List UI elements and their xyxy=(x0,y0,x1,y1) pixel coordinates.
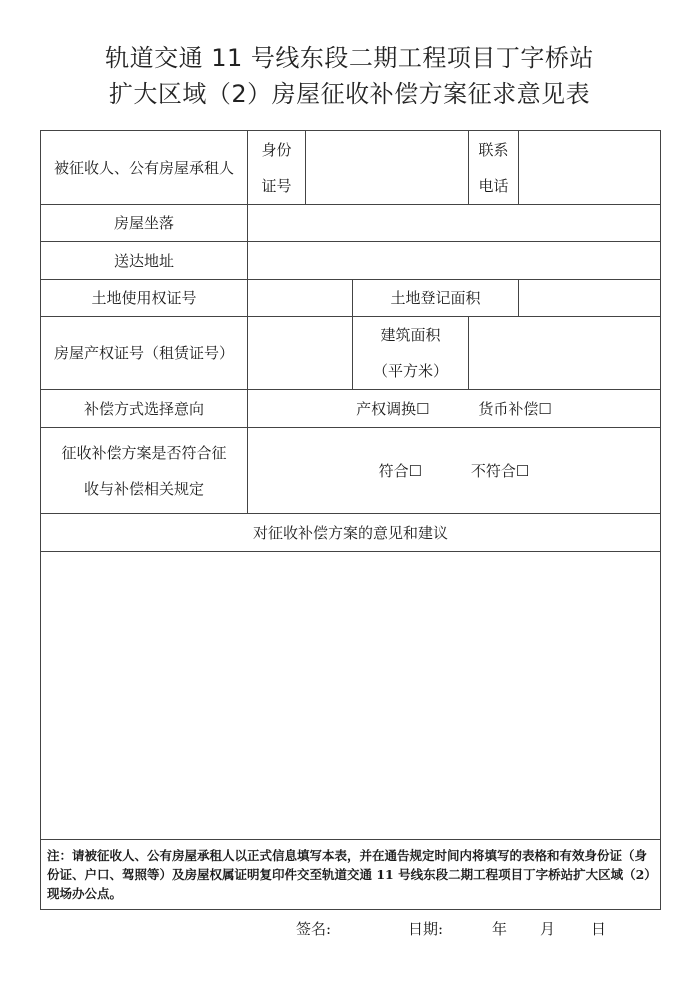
land-area-label: 土地登记面积 xyxy=(353,280,519,317)
address-field[interactable] xyxy=(248,242,661,280)
phone-label xyxy=(469,131,519,205)
opinion-textarea[interactable] xyxy=(41,552,661,840)
compliance-options xyxy=(248,428,661,514)
compliance-label xyxy=(41,428,248,514)
id-number-label xyxy=(248,131,306,205)
compliance-label-line1: 征收补偿方案是否符合征 xyxy=(61,443,227,462)
building-area-field[interactable] xyxy=(469,317,661,390)
building-area-label xyxy=(353,317,469,390)
signature-label: 签名: xyxy=(296,920,332,938)
property-cert-label: 房屋产权证号（租赁证号） xyxy=(41,317,248,390)
tenant-label: 被征收人、公有房屋承租人 xyxy=(41,131,248,205)
document-title-line2: 扩大区域（2）房屋征收补偿方案征求意见表 xyxy=(108,80,591,108)
row-note xyxy=(41,840,661,910)
date-month-label: 月 xyxy=(540,920,556,938)
phone-field[interactable] xyxy=(519,131,661,205)
row-address xyxy=(41,242,661,280)
row-opinion-area xyxy=(41,552,661,840)
row-tenant xyxy=(41,131,661,205)
date-day-label: 日 xyxy=(591,920,607,938)
land-area-field[interactable] xyxy=(519,280,661,317)
option-compliant[interactable]: 符合☐ xyxy=(378,461,423,480)
row-compensation xyxy=(41,390,661,428)
row-compliance xyxy=(41,428,661,514)
id-label-line2: 证号 xyxy=(261,176,292,195)
opinion-header: 对征收补偿方案的意见和建议 xyxy=(41,514,661,552)
phone-label-line2: 电话 xyxy=(478,176,509,195)
date-label: 日期: xyxy=(408,920,444,938)
document-title-line1: 轨道交通 11 号线东段二期工程项目丁字桥站 xyxy=(105,44,594,72)
date-year-label: 年 xyxy=(492,920,508,938)
id-number-field[interactable] xyxy=(306,131,469,205)
land-cert-label: 土地使用权证号 xyxy=(41,280,248,317)
compensation-options xyxy=(248,390,661,428)
phone-label-line1: 联系 xyxy=(478,140,509,159)
land-cert-field[interactable] xyxy=(248,280,353,317)
form-note: 注：请被征收人、公有房屋承租人以正式信息填写本表，并在通告规定时间内将填写的表格和有效身份证（身份证、户口、驾照等）及房屋权属证明复印件交至轨道交通 11 号线东段二期工程项目丁字桥站扩大区域（2）现场办公点。 xyxy=(41,840,661,910)
compliance-label-line2: 收与补偿相关规定 xyxy=(83,479,204,498)
row-land xyxy=(41,280,661,317)
row-property xyxy=(41,317,661,390)
building-area-line2: （平方米） xyxy=(372,362,448,380)
opinion-form-table xyxy=(40,130,661,910)
location-field[interactable] xyxy=(248,205,661,242)
id-label-line1: 身份 xyxy=(261,140,292,159)
option-noncompliant[interactable]: 不符合☐ xyxy=(470,461,530,480)
compensation-label: 补偿方式选择意向 xyxy=(41,390,248,428)
building-area-line1: 建筑面积 xyxy=(380,326,441,344)
option-monetary[interactable]: 货币补偿☐ xyxy=(478,399,552,418)
property-cert-field[interactable] xyxy=(248,317,353,390)
location-label: 房屋坐落 xyxy=(41,205,248,242)
option-property-exchange[interactable]: 产权调换☐ xyxy=(356,399,430,418)
row-opinion-header xyxy=(41,514,661,552)
row-location xyxy=(41,205,661,242)
address-label: 送达地址 xyxy=(41,242,248,280)
